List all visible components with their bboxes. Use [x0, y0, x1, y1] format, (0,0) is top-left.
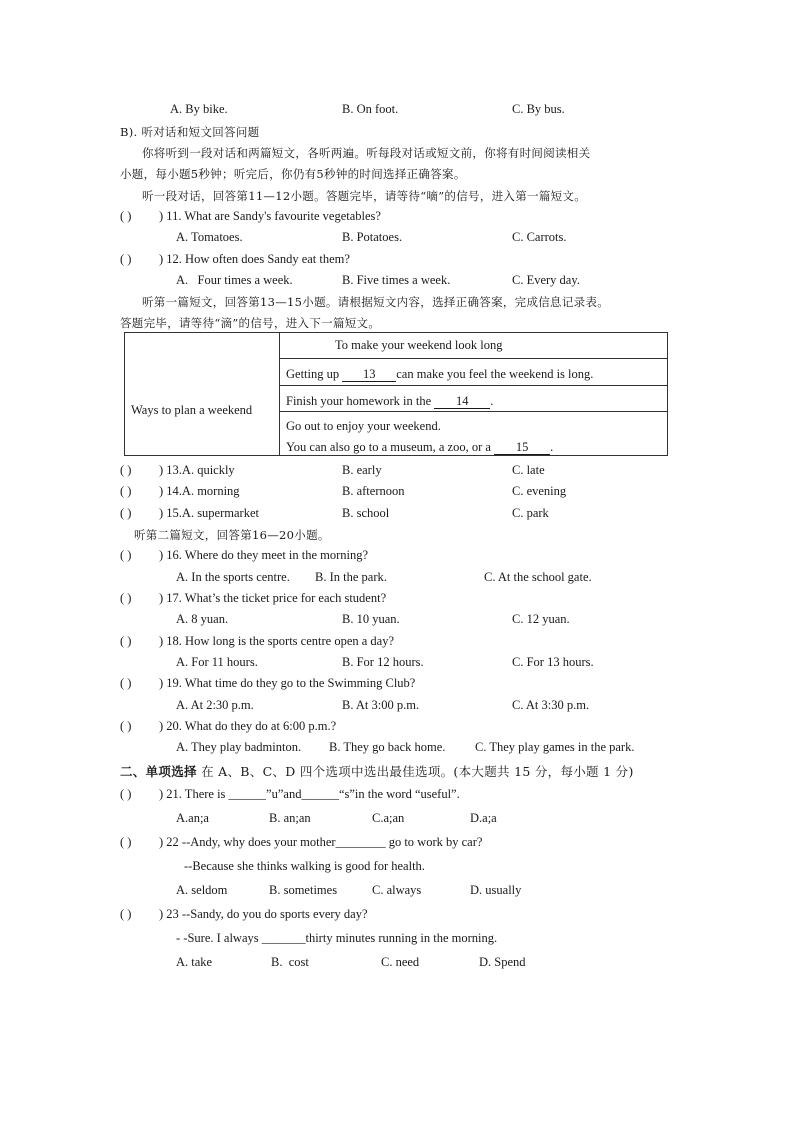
q12-option-a[interactable]: A. Four times a week.: [176, 273, 293, 287]
q14-option-b[interactable]: B. afternoon: [342, 484, 405, 498]
q17-option-b[interactable]: B. 10 yuan.: [342, 612, 400, 626]
q11-stem: ) 11. What are Sandy's favourite vegetables?: [159, 209, 381, 223]
q21-option-b[interactable]: B. an;an: [269, 811, 311, 825]
q22-stem: ) 22 --Andy, why does your mother________ go to work by car?: [159, 835, 483, 849]
table-row-header: Ways to plan a weekend: [131, 403, 253, 417]
q20-option-c[interactable]: C. They play games in the park.: [475, 740, 635, 754]
q11-answer-bracket[interactable]: ( ): [120, 209, 132, 223]
q23-stem: ) 23 --Sandy, do you do sports every day?: [159, 907, 368, 921]
q22-option-a[interactable]: A. seldom: [176, 883, 228, 897]
q20-option-b[interactable]: B. They go back home.: [329, 740, 446, 754]
q13-stem[interactable]: ) 13.A. quickly: [159, 463, 235, 477]
passage1-instruction-line2: 答题完毕，请等待“滴”的信号，进入下一篇短文。: [120, 316, 381, 330]
q20-option-a[interactable]: A. They play badminton.: [176, 740, 302, 754]
info-record-table: [124, 332, 668, 456]
part2-heading: 二、单项选择: [120, 764, 197, 779]
q15-answer-bracket[interactable]: ( ): [120, 506, 132, 520]
q16-stem: ) 16. Where do they meet in the morning?: [159, 548, 369, 562]
q19-answer-bracket[interactable]: ( ): [120, 676, 132, 690]
q20-stem: ) 20. What do they do at 6:00 p.m.?: [159, 719, 337, 733]
q23-option-d[interactable]: D. Spend: [479, 955, 526, 969]
blank-13[interactable]: 13: [342, 368, 396, 382]
q19-option-a[interactable]: A. At 2:30 p.m.: [176, 698, 254, 712]
q13-option-c[interactable]: C. late: [512, 463, 545, 477]
table-row-museum: You can also go to a museum, a zoo, or a 15 .: [286, 440, 554, 454]
q22-option-c[interactable]: C. always: [372, 883, 422, 897]
q11-option-c[interactable]: C. Carrots.: [512, 230, 567, 244]
q18-answer-bracket[interactable]: ( ): [120, 634, 132, 648]
q18-stem: ) 18. How long is the sports centre open a day?: [159, 634, 395, 648]
q19-option-b[interactable]: B. At 3:00 p.m.: [342, 698, 420, 712]
q21-option-c[interactable]: C.a;an: [372, 811, 405, 825]
section-b-intro-line2: 小题，每小题5秒钟；听完后，你仍有5秒钟的时间选择正确答案。: [120, 167, 466, 181]
q23-answer-bracket[interactable]: ( ): [120, 907, 132, 921]
q10-option-b[interactable]: B. On foot.: [342, 102, 399, 116]
q17-option-a[interactable]: A. 8 yuan.: [176, 612, 229, 626]
q12-stem: ) 12. How often does Sandy eat them?: [159, 252, 350, 266]
q19-option-c[interactable]: C. At 3:30 p.m.: [512, 698, 590, 712]
q13-answer-bracket[interactable]: ( ): [120, 463, 132, 477]
q21-stem: ) 21. There is ______”u”and______“s”in the word “useful”.: [159, 787, 460, 801]
q16-option-a[interactable]: A. In the sports centre.: [176, 570, 290, 584]
q14-answer-bracket[interactable]: ( ): [120, 484, 132, 498]
q17-answer-bracket[interactable]: ( ): [120, 591, 132, 605]
table-divider: [279, 385, 667, 386]
blank-15[interactable]: 15: [494, 441, 550, 455]
table-divider: [279, 333, 280, 455]
q11-option-a[interactable]: A. Tomatoes.: [176, 230, 243, 244]
q18-option-a[interactable]: A. For 11 hours.: [176, 655, 258, 669]
table-row-getting-up: Getting up 13 can make you feel the weekend is long.: [286, 367, 594, 381]
q15-stem[interactable]: ) 15.A. supermarket: [159, 506, 259, 520]
q17-option-c[interactable]: C. 12 yuan.: [512, 612, 570, 626]
table-row-go-out: Go out to enjoy your weekend.: [286, 419, 441, 433]
q20-answer-bracket[interactable]: ( ): [120, 719, 132, 733]
q15-option-b[interactable]: B. school: [342, 506, 390, 520]
q23-option-a[interactable]: A. take: [176, 955, 213, 969]
q22-option-d[interactable]: D. usually: [470, 883, 522, 897]
q14-stem[interactable]: ) 14.A. morning: [159, 484, 240, 498]
q21-answer-bracket[interactable]: ( ): [120, 787, 132, 801]
q18-option-c[interactable]: C. For 13 hours.: [512, 655, 594, 669]
q19-stem: ) 19. What time do they go to the Swimming Club?: [159, 676, 416, 690]
q17-stem: ) 17. What’s the ticket price for each student?: [159, 591, 387, 605]
q21-option-a[interactable]: A.an;a: [176, 811, 209, 825]
table-divider: [279, 411, 667, 412]
section-b-intro-line1: 你将听到一段对话和两篇短文，各听两遍。听每段对话或短文前，你将有时间阅读相关: [142, 146, 591, 160]
section-b-heading: B). 听对话和短文回答问题: [120, 125, 260, 139]
dialogue-instruction: 听一段对话，回答第11—12小题。答题完毕，请等待“嘀”的信号，进入第一篇短文。: [142, 189, 587, 203]
q22-option-b[interactable]: B. sometimes: [269, 883, 338, 897]
q12-option-b[interactable]: B. Five times a week.: [342, 273, 451, 287]
q12-option-c[interactable]: C. Every day.: [512, 273, 580, 287]
q23-option-b[interactable]: B. cost: [271, 955, 309, 969]
q13-option-b[interactable]: B. early: [342, 463, 382, 477]
part2-instruction: 在 A、B、C、D 四个选项中选出最佳选项。(本大题共 15 分，每小题 1 分): [196, 764, 634, 779]
q16-option-c[interactable]: C. At the school gate.: [484, 570, 592, 584]
q12-answer-bracket[interactable]: ( ): [120, 252, 132, 266]
q14-option-c[interactable]: C. evening: [512, 484, 567, 498]
q22-answer-bracket[interactable]: ( ): [120, 835, 132, 849]
blank-14[interactable]: 14: [434, 395, 490, 409]
passage2-instruction: 听第二篇短文，回答第16—20小题。: [134, 528, 330, 542]
q22-response: --Because she thinks walking is good for health.: [184, 859, 425, 873]
q23-response: - -Sure. I always _______thirty minutes running in the morning.: [176, 931, 498, 945]
q16-option-b[interactable]: B. In the park.: [315, 570, 387, 584]
q16-answer-bracket[interactable]: ( ): [120, 548, 132, 562]
table-row-homework: Finish your homework in the 14 .: [286, 394, 494, 408]
q23-option-c[interactable]: C. need: [381, 955, 420, 969]
table-divider: [279, 358, 667, 359]
passage1-instruction-line1: 听第一篇短文，回答第13—15小题。请根据短文内容，选择正确答案，完成信息记录表。: [142, 295, 610, 309]
q18-option-b[interactable]: B. For 12 hours.: [342, 655, 424, 669]
q11-option-b[interactable]: B. Potatoes.: [342, 230, 403, 244]
q21-option-d[interactable]: D.a;a: [470, 811, 497, 825]
q15-option-c[interactable]: C. park: [512, 506, 549, 520]
q10-option-a[interactable]: A. By bike.: [170, 102, 228, 116]
q10-option-c[interactable]: C. By bus.: [512, 102, 565, 116]
table-title: To make your weekend look long: [335, 338, 503, 352]
part2-heading-line: [120, 762, 634, 780]
